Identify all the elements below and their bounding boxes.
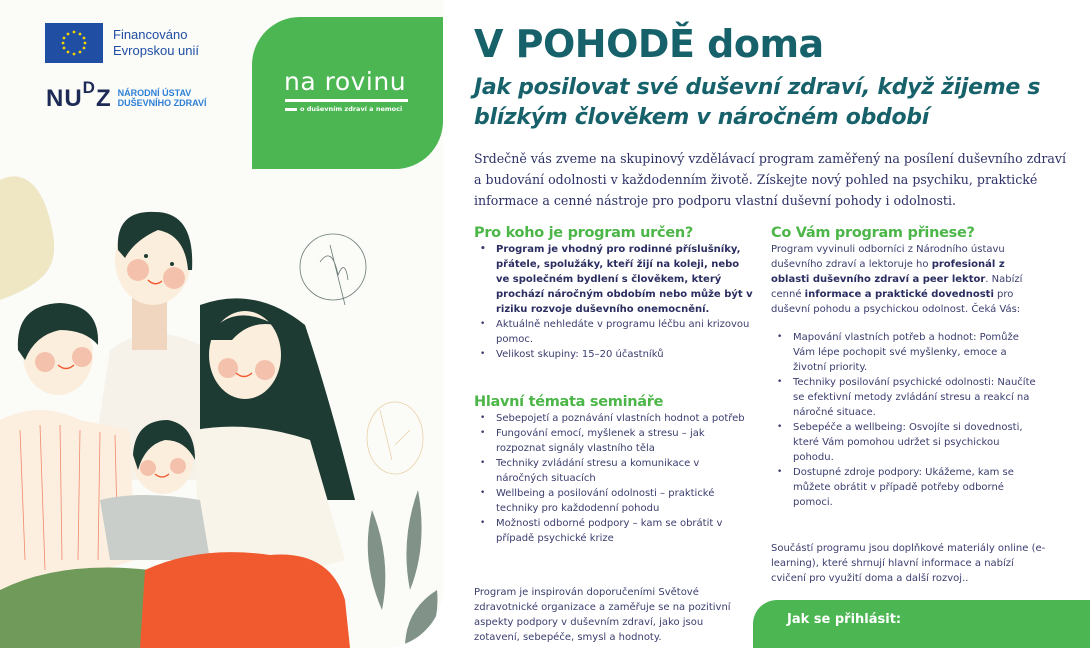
nudz-text-line2: DUŠEVNÍHO ZDRAVÍ [117,97,207,108]
topics-section [474,393,754,546]
nudz-logo [46,78,207,113]
list-item: • Techniky posilování psychické odolnosti: Naučíte se efektivní metody zvládání stresu a reakcí na náročné situace. [777,375,1041,420]
page-subtitle: Jak posilovat své duševní zdraví, když žijeme s blízkým člověkem v náročném období [474,75,1041,130]
topics-list [474,411,754,546]
audience-list [474,242,754,362]
elearning-paragraph: Součástí programu jsou doplňkové materiály online (e-learning), které shrnují hlavní informace a nabízí cvičení pro využití doma a další rozvoj.. [771,543,1046,584]
nudz-text-line1: NÁRODNÍ ÚSTAV [117,87,192,98]
nudz-mark: $NU^DZ$ [46,78,112,112]
page-title: V POHODĚ doma [474,22,824,66]
who-note-paragraph: Program je inspirován doporučeními Světové zdravotnické organizace a zaměřuje se na pozitivní aspekty podpory v duševním zdraví, jako jsou zotavení, sebepéče, smysl a hodnoty. [474,587,731,643]
plant-icon [368,490,438,648]
eu-text-line2: Evropskou unií [113,43,199,58]
orange-pants [140,552,350,648]
eu-funding-logo [45,23,199,63]
leaf-outline-icon [300,234,366,305]
na-rovinu-badge [252,17,443,169]
benefits-list [771,330,1041,510]
list-item: • Wellbeing a posilování odolnosti – praktické techniky pro každodenní pohodu [480,486,754,516]
audience-heading: Pro koho je program určen? [474,225,693,241]
signup-heading: Jak se přihlásit: [787,612,902,627]
benefits-intro: Program vyvinuli odborníci z Národního ústavu duševního zdraví a lektoruje ho profesionál z oblasti duševního zdraví a peer lektor. Nabízí cenné informace a praktické dovednosti pro duševní pohodu a psychickou odolnost. Čeká Vás: [771,244,1023,315]
list-item: • Aktuálně nehledáte v programu léčbu ani krizovou pomoc. [480,317,754,347]
list-item: • Techniky zvládání stresu a komunikace v náročných situacích [480,456,754,486]
badge-underline [285,99,408,102]
list-item: • Fungování emocí, myšlenek a stresu – jak rozpoznat signály vlastního těla [480,426,754,456]
list-item: • Sebepojetí a poznávání vlastních hodnot a potřeb [480,411,754,426]
badge-title: na rovinu [284,67,407,96]
list-item: • Dostupné zdroje podpory: Ukážeme, kam se můžete obrátit v případě potřeby odborné pomoci. [777,465,1041,510]
benefits-section [771,224,1063,510]
list-item: • Sebepéče a wellbeing: Osvojíte si dovednosti, které Vám pomohou udržet si psychickou pohodu. [777,420,1041,465]
badge-subtitle: o duševním zdraví a nemoci [285,105,402,113]
signup-box [753,600,1090,648]
audience-section [474,224,754,362]
list-item: • Možnosti odborné podpory – kam se obrátit v případě psychické krize [480,516,754,546]
intro-paragraph: Srdečně vás zveme na skupinový vzdělávací program zaměřený na posílení duševního zdraví a budování odolnosti v každodenním životě. Získejte nový pohled na psychiku, praktické informace a cenné nástroje pro podporu vlastní duševní pohody i odolnosti. [474,151,1067,208]
list-item: • Program je vhodný pro rodinné příslušníky, přátele, spolužáky, kteří žijí na koleji, nebo ve společném bydlení s člověkem, který prochází náročným obdobím nebo může být v riziku rozvoje duševního onemocnění. [480,242,754,317]
eu-flag-icon [45,23,103,63]
list-item: • Velikost skupiny: 15–20 účastníků [480,347,754,362]
leaf-outline-beige-icon [367,402,423,474]
eu-text-line1: Financováno [113,27,188,42]
list-item: • Mapování vlastních potřeb a hodnot: Pomůže Vám lépe pochopit své myšlenky, emoce a životní priority. [777,330,1041,375]
topics-heading: Hlavní témata semináře [474,394,664,410]
benefits-heading: Co Vám program přinese? [771,225,975,241]
illustration-panel [0,0,443,648]
